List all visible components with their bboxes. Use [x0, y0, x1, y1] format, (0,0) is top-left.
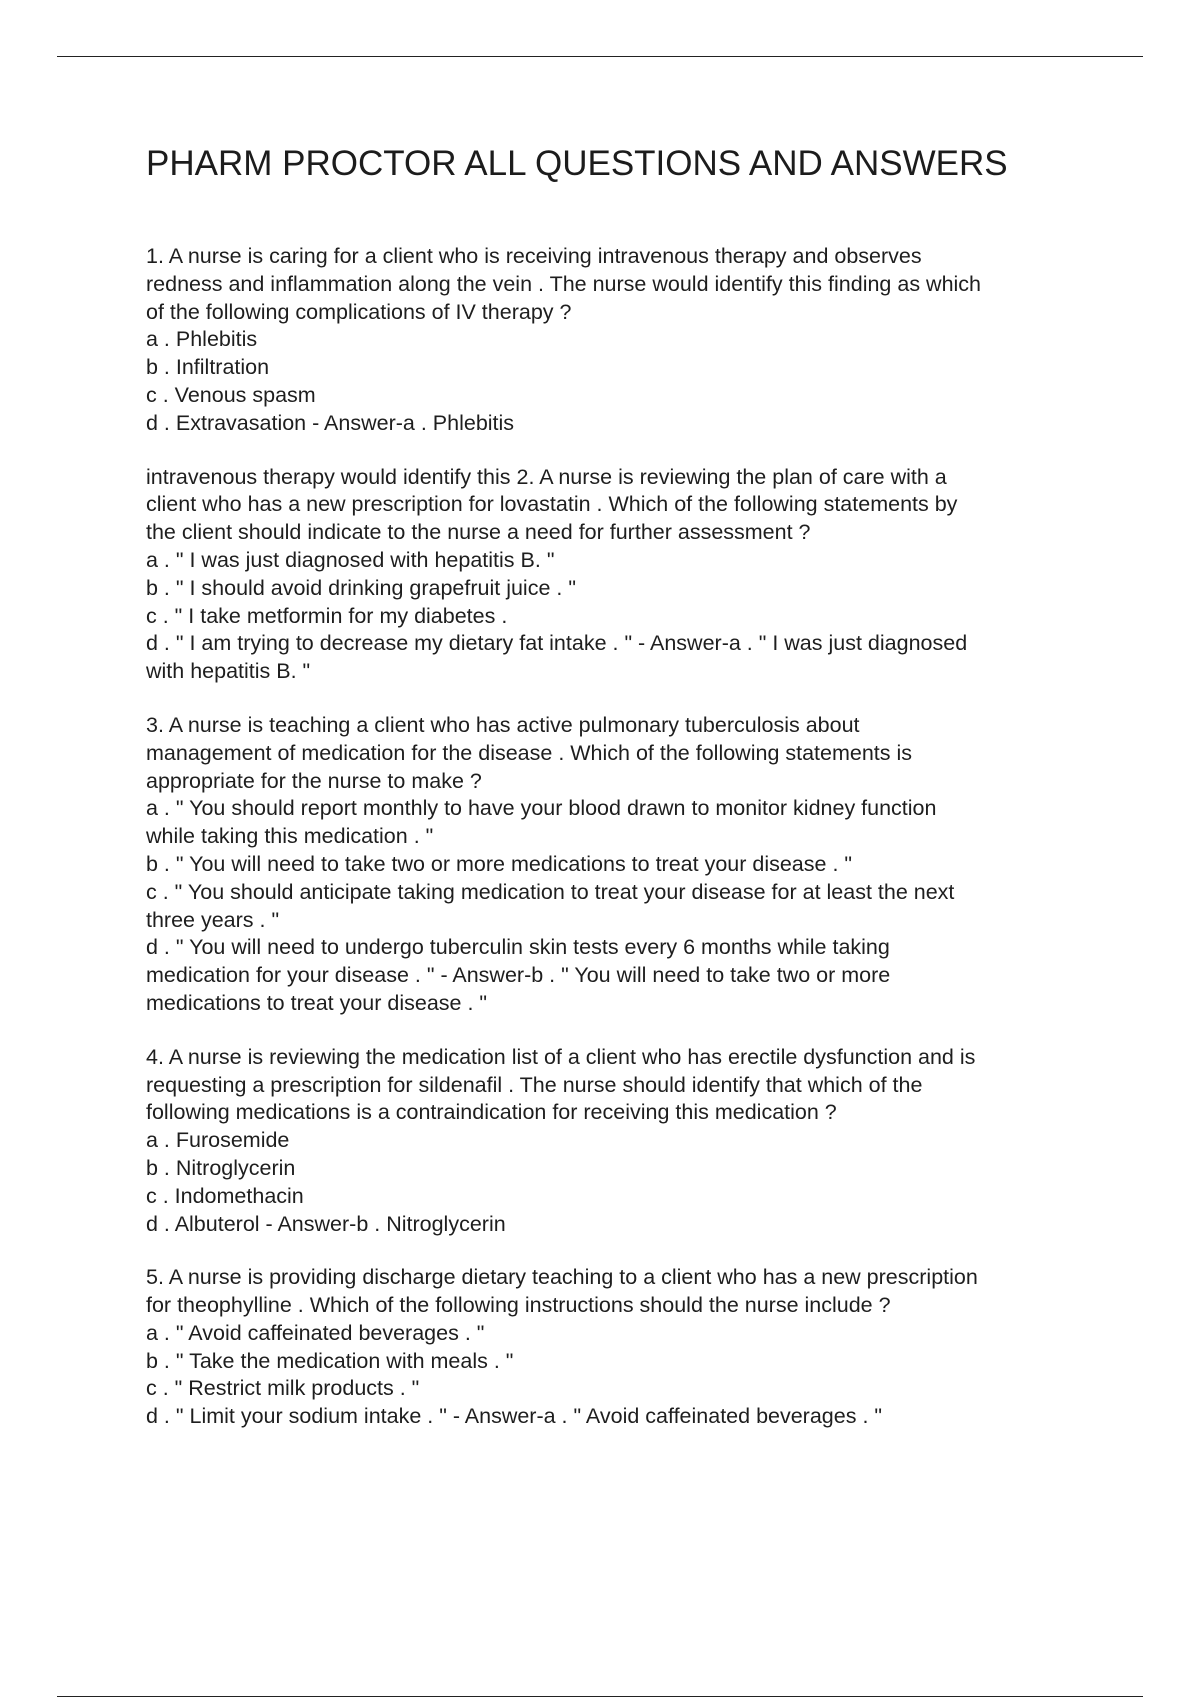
- question-text-line: medication for your disease . " - Answer-b . " You will need to take two or more: [146, 963, 891, 988]
- question-text-line: b . " You will need to take two or more medications to treat your disease . ": [146, 851, 853, 876]
- question-text-line: d . " You will need to undergo tuberculin skin tests every 6 months while taking: [146, 935, 890, 960]
- question-text-line: a . " Avoid caffeinated beverages . ": [146, 1320, 485, 1345]
- question-text-line: a . " I was just diagnosed with hepatitis B. ": [146, 547, 555, 572]
- question-block: [146, 1264, 1096, 1431]
- question-text-line: d . " Limit your sodium intake . " - Answer-a . " Avoid caffeinated beverages . ": [146, 1404, 883, 1429]
- question-text-line: while taking this medication . ": [146, 824, 434, 849]
- question-block: [146, 712, 1096, 1018]
- question-text-line: for theophylline . Which of the following instructions should the nurse include ?: [146, 1293, 891, 1318]
- question-text-line: a . Phlebitis: [146, 327, 258, 352]
- question-text-line: appropriate for the nurse to make ?: [146, 768, 482, 793]
- question-text-line: a . Furosemide: [146, 1128, 290, 1153]
- question-text-line: c . Venous spasm: [146, 382, 316, 407]
- question-text-line: c . " Restrict milk products . ": [146, 1376, 420, 1401]
- question-text-line: c . " I take metformin for my diabetes .: [146, 603, 508, 628]
- question-text-line: redness and inflammation along the vein . The nurse would identify this finding as which: [146, 271, 982, 296]
- question-block: [146, 464, 1096, 686]
- question-text-line: b . Nitroglycerin: [146, 1155, 296, 1180]
- question-list: [146, 243, 1096, 1457]
- question-text-line: with hepatitis B. ": [146, 659, 311, 684]
- top-rule: [57, 56, 1143, 57]
- question-text-line: three years . ": [146, 907, 280, 932]
- question-text-line: following medications is a contraindication for receiving this medication ?: [146, 1100, 837, 1125]
- question-text-line: d . " I am trying to decrease my dietary fat intake . " - Answer-a . " I was just diagnosed: [146, 631, 968, 656]
- question-text-line: medications to treat your disease . ": [146, 990, 488, 1015]
- question-text-line: d . Extravasation - Answer-a . Phlebitis: [146, 410, 515, 435]
- question-text-line: a . " You should report monthly to have your blood drawn to monitor kidney function: [146, 796, 937, 821]
- question-text-line: management of medication for the disease . Which of the following statements is: [146, 740, 913, 765]
- question-block: [146, 243, 1096, 438]
- question-text-line: 4. A nurse is reviewing the medication list of a client who has erectile dysfunction and is: [146, 1044, 976, 1069]
- question-text-line: 1. A nurse is caring for a client who is receiving intravenous therapy and observes: [146, 244, 922, 268]
- question-text-line: of the following complications of IV therapy ?: [146, 299, 572, 324]
- question-text-line: requesting a prescription for sildenafil . The nurse should identify that which of the: [146, 1072, 923, 1097]
- question-text-line: b . " Take the medication with meals . ": [146, 1348, 514, 1373]
- question-text-line: the client should indicate to the nurse a need for further assessment ?: [146, 520, 811, 545]
- question-block: [146, 1044, 1096, 1239]
- question-text-line: c . Indomethacin: [146, 1183, 304, 1208]
- question-text-line: intravenous therapy would identify this 2. A nurse is reviewing the plan of care with a: [146, 464, 947, 489]
- page-title: PHARM PROCTOR ALL QUESTIONS AND ANSWERS: [146, 144, 1008, 183]
- question-text-line: b . Infiltration: [146, 355, 270, 380]
- question-text-line: client who has a new prescription for lovastatin . Which of the following statements by: [146, 492, 958, 517]
- question-text-line: 5. A nurse is providing discharge dietary teaching to a client who has a new prescription: [146, 1265, 978, 1290]
- question-text-line: c . " You should anticipate taking medication to treat your disease for at least the next: [146, 879, 955, 904]
- question-text-line: d . Albuterol - Answer-b . Nitroglycerin: [146, 1211, 506, 1236]
- question-text-line: 3. A nurse is teaching a client who has active pulmonary tuberculosis about: [146, 712, 860, 737]
- bottom-rule: [57, 1696, 1143, 1697]
- question-text-line: b . " I should avoid drinking grapefruit juice . ": [146, 575, 576, 600]
